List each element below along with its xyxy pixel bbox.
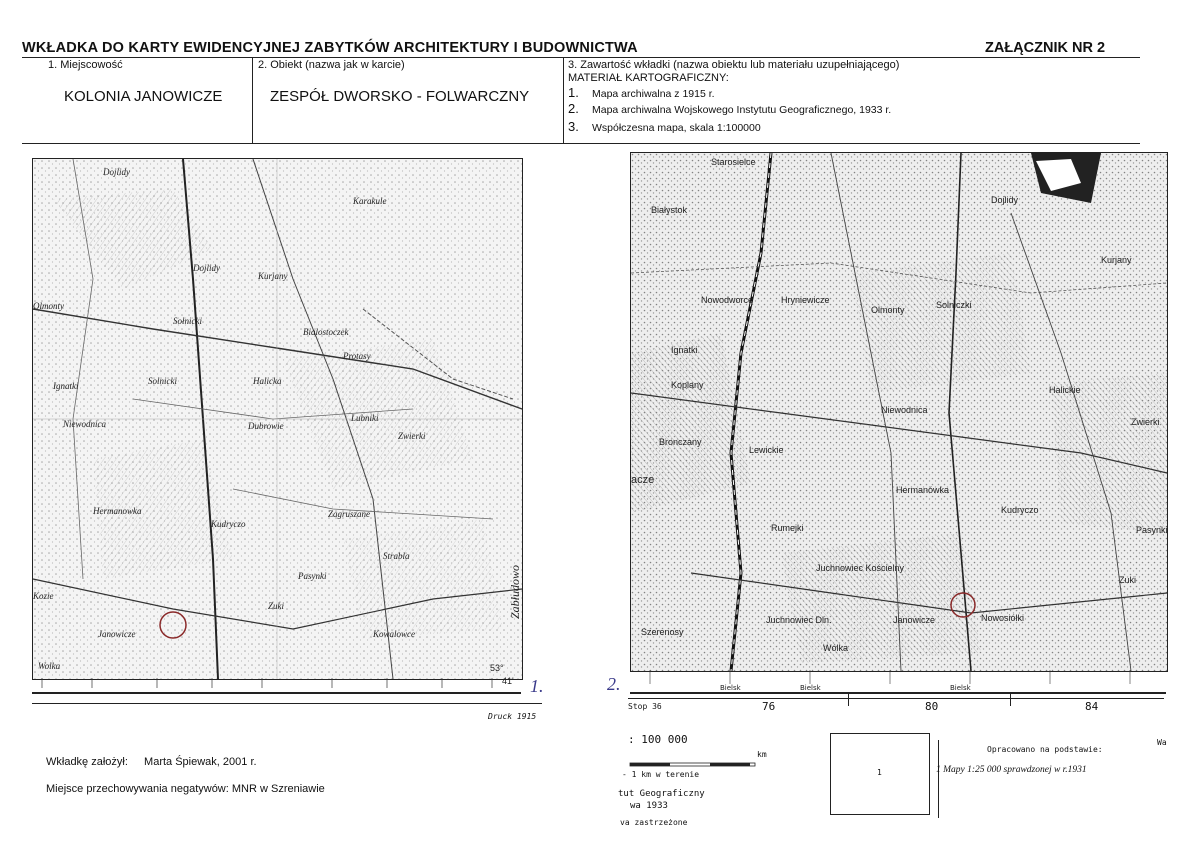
map1-place: Solnicki [148, 376, 177, 386]
map1-place: Strabla [383, 551, 410, 561]
contents-label: 3. Zawartość wkładki (nazwa obiektu lub materiału uzupełniającego) [568, 59, 900, 71]
made-by-value: Marta Śpiewak, 2001 r. [144, 756, 257, 768]
source-number: 1. [568, 85, 579, 100]
header-table-bottom [22, 143, 1140, 144]
map1-vertical-label: Zabłudowo [508, 564, 522, 619]
map2-place: Dojlidy [991, 195, 1019, 205]
map1-place: Pasynki [298, 571, 327, 581]
map1-bottom-rule [32, 703, 542, 704]
made-by-row [46, 756, 257, 768]
map2-place: Starosielce [711, 157, 756, 167]
storage-row [46, 783, 325, 795]
map1-place: Karakule [353, 196, 387, 206]
map2-side-text: acze [631, 474, 655, 486]
map1-corner-label: 53° [490, 663, 504, 673]
scale-bar [630, 755, 755, 761]
map2-place: Pasynki [1136, 525, 1168, 535]
page-title: WKŁADKA DO KARTY EWIDENCYJNEJ ZABYTKÓW ARCHITEKTURY I BUDOWNICTWA [22, 40, 638, 56]
map2-place: Hryniewicze [781, 295, 830, 305]
map2-place: Halickie [1049, 385, 1081, 395]
map2-grid-84: 84 [1085, 700, 1099, 713]
map2-place: Kudryczo [1001, 505, 1039, 515]
map2-place: Koplany [671, 380, 704, 390]
map2-place: Olmonty [871, 305, 905, 315]
map2-frame-label: Bielsk [720, 684, 741, 692]
object-value: ZESPÓŁ DWORSKO - FOLWARCZNY [270, 88, 530, 105]
scale-ratio: : 100 000 [628, 733, 688, 746]
sheet-index-number: 1 [877, 768, 882, 777]
map2-place: Janowicze [893, 615, 936, 625]
map1-place: Niewodnica [63, 419, 106, 429]
publisher-line-1: tut Geograficzny [618, 789, 705, 799]
map1-number: 1. [530, 676, 544, 696]
contents-heading: MATERIAŁ KARTOGRAFICZNY: [568, 72, 729, 84]
map2-frame-label: Bielsk [950, 684, 971, 692]
map-1915-drawing [33, 159, 522, 686]
column-divider-1 [252, 57, 253, 143]
map2-place: Rumejki [771, 523, 804, 533]
map2-place: Hermanówka [896, 485, 950, 495]
scale-bar-graphic [630, 762, 755, 768]
basis-title: Opracowano na podstawie: [987, 745, 1103, 754]
map2-place: Zuki [1119, 575, 1137, 585]
map1-place: Janowicze [98, 629, 136, 639]
source-number: 2. [568, 101, 579, 116]
map2-frame-label: Bielsk [800, 684, 821, 692]
source-item-1 [568, 85, 715, 100]
map2-place: Szerenosy [641, 627, 684, 637]
map2-grid-tick [848, 692, 849, 706]
map2-place: Solniczki [936, 300, 972, 310]
map1-place: Zwierki [398, 431, 426, 441]
map2-place: Kurjany [1101, 255, 1132, 265]
scale-note: - 1 km w terenie [622, 770, 700, 779]
map-1933-drawing [631, 153, 1167, 671]
map2-place: Juchnowiec Dln. [766, 615, 832, 625]
archival-map-1933 [630, 152, 1168, 672]
map2-place: Lewickie [749, 445, 784, 455]
map2-place: Wólka [823, 643, 849, 653]
map2-place: Nowodworce [701, 295, 754, 305]
object-label: 2. Obiekt (nazwa jak w karcie) [258, 59, 405, 71]
made-by-label: Wkładkę założył: [46, 756, 128, 768]
column-divider-2 [563, 57, 564, 143]
locality-value: KOLONIA JANOWICZE [64, 88, 223, 105]
map1-place: Protasy [343, 351, 371, 361]
source-item-3 [568, 119, 761, 134]
map1-place: Bialostoczek [303, 327, 349, 337]
map2-place: Białystok [651, 205, 688, 215]
basis-text: 1 Mapy 1:25 000 sprawdzonej w r.1931 [936, 765, 1087, 775]
map2-frame-scale [630, 670, 1166, 694]
source-number: 3. [568, 119, 579, 134]
header-rule [22, 57, 1140, 58]
map1-place: Dojlidy [193, 263, 220, 273]
source-text: Mapa archiwalna z 1915 r. [592, 88, 715, 100]
map2-place: Ignatki [671, 345, 698, 355]
map2-ticks [630, 670, 1166, 692]
map1-place: Kurjany [258, 271, 288, 281]
scale-unit: km [757, 750, 767, 759]
map2-place: Bronczany [659, 437, 702, 447]
map1-corner-label: 41' [502, 676, 514, 686]
map1-ticks [32, 678, 521, 692]
map1-frame-scale [32, 678, 521, 694]
map1-place: Kudryczo [211, 519, 246, 529]
source-text: Mapa archiwalna Wojskowego Instytutu Geograficznego, 1933 r. [592, 104, 892, 116]
legend-divider [938, 740, 939, 818]
map1-place: Wolka [38, 661, 61, 671]
map2-grid-80: 80 [925, 700, 939, 713]
rights-note: va zastrzeżone [620, 818, 688, 827]
map1-place: Halicka [253, 376, 282, 386]
map2-stop-note: Stop 36 [628, 702, 662, 711]
map1-print-note: Druck 1915 [488, 712, 537, 721]
publisher-line-2: wa 1933 [630, 801, 668, 811]
attachment-label: ZAŁĄCZNIK NR 2 [985, 40, 1106, 56]
map1-place: Dubrowie [248, 421, 284, 431]
map1-place: Sołnicki [173, 316, 202, 326]
map1-place: Olmonty [33, 301, 64, 311]
map2-place: Nowosiółki [981, 613, 1025, 623]
map2-number: 2. [607, 674, 621, 694]
map2-place: Juchnowiec Kościelny [816, 563, 905, 573]
map1-place: Dojlidy [103, 167, 130, 177]
map1-place: Zuki [268, 601, 285, 611]
storage-label: Miejsce przechowywania negatywów: [46, 783, 229, 795]
map2-grid-rule [628, 698, 1164, 699]
map2-place: Zwierki [1131, 417, 1160, 427]
sheet-index-box [830, 733, 930, 815]
archival-map-1915 [32, 158, 523, 686]
source-item-2 [568, 101, 891, 116]
source-text: Współczesna mapa, skala 1:100000 [592, 122, 761, 134]
map1-place: Zagruszane [328, 509, 371, 519]
map1-place: Ignatki [53, 381, 79, 391]
map2-grid-tick [1010, 692, 1011, 706]
map1-place: Kozie [33, 591, 54, 601]
storage-value: MNR w Szreniawie [231, 783, 325, 795]
map2-grid-76: 76 [762, 700, 776, 713]
map1-place: Kowalowce [373, 629, 415, 639]
locality-label: 1. Miejscowość [48, 59, 123, 71]
map2-corner-text: Wa [1157, 738, 1167, 747]
map2-place: Niewodnica [881, 405, 928, 415]
map1-place: Hermanowka [93, 506, 142, 516]
map1-place: Lubniki [351, 413, 379, 423]
